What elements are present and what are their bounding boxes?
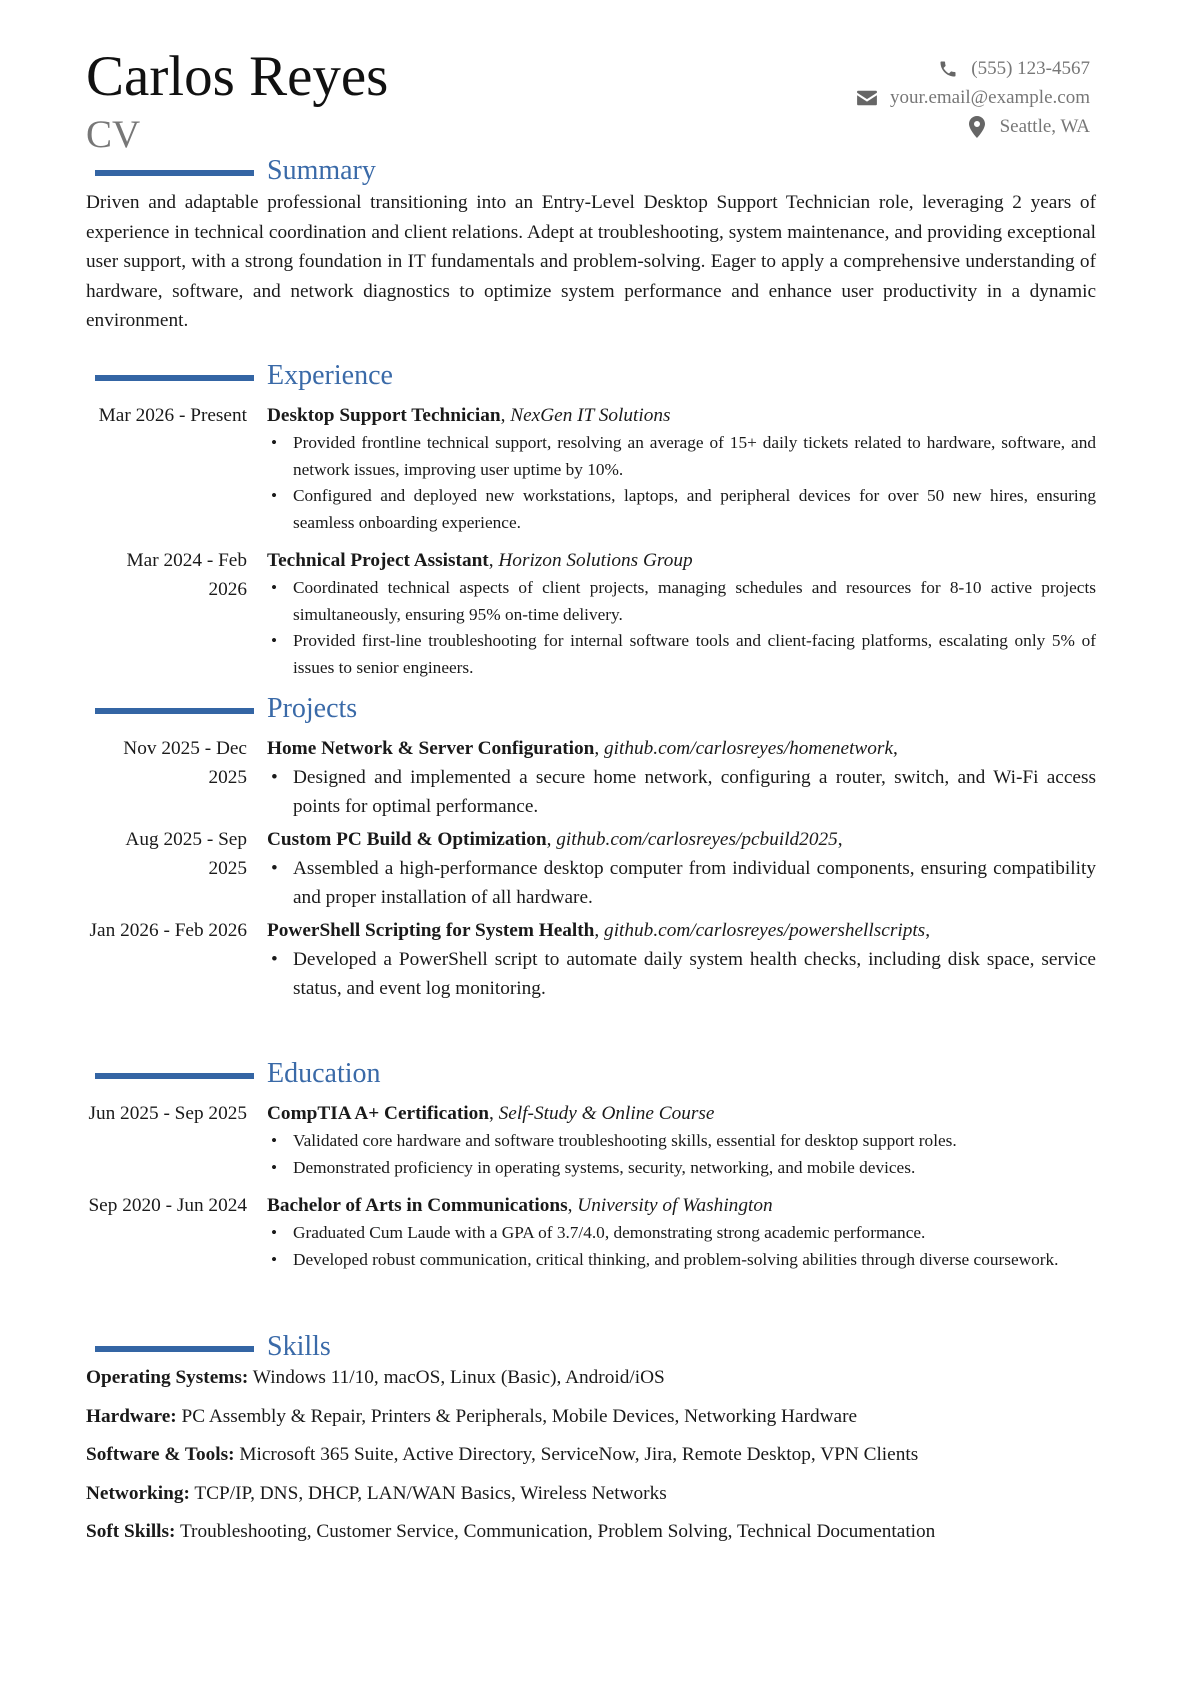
experience-entry xyxy=(86,546,1096,681)
entry-date: Mar 2026 - Present xyxy=(98,405,247,426)
skill-value: PC Assembly & Repair, Printers & Peripherals, Mobile Devices, Networking Hardware xyxy=(181,1405,858,1427)
contact-phone xyxy=(856,54,1090,83)
entry-date: Jan 2026 - Feb 2026 xyxy=(89,920,247,941)
section-title: Experience xyxy=(267,360,393,391)
list-item: • Designed and implemented a secure home network, configuring a router, switch, and Wi-Fi access points for optimal performance. xyxy=(267,763,1096,821)
list-item: • Developed a PowerShell script to automate daily system health checks, including disk space, service status, and event log monitoring. xyxy=(267,945,1096,1003)
section-header xyxy=(86,154,1096,188)
education-section xyxy=(86,1057,1096,1273)
skills-section xyxy=(86,1330,1096,1557)
company-name: NexGen IT Solutions xyxy=(510,405,671,426)
skill-label: Hardware: xyxy=(86,1405,177,1427)
entry-date: Nov 2025 - Dec 2025 xyxy=(123,738,247,788)
skill-label: Soft Skills: xyxy=(86,1521,176,1542)
company-name: Horizon Solutions Group xyxy=(498,550,693,571)
entry-title: Desktop Support Technician, NexGen IT Solutions xyxy=(267,405,671,426)
contact-email[interactable] xyxy=(856,83,1090,112)
entry-date: Jun 2025 - Sep 2025 xyxy=(88,1103,247,1124)
project-link[interactable]: github.com/carlosreyes/pcbuild2025 xyxy=(556,829,838,850)
list-item: • Provided frontline technical support, resolving an average of 15+ daily tickets related to hardware, software, and network issues, improving user uptime by 10%. xyxy=(267,430,1096,483)
skill-label: Software & Tools: xyxy=(86,1444,235,1465)
list-item: • Assembled a high-performance desktop computer from individual components, ensuring compatibility and proper installation of all hardware. xyxy=(267,854,1096,912)
project-name: Home Network & Server Configuration xyxy=(267,738,595,759)
bullet-list xyxy=(267,854,1096,912)
list-item: • Coordinated technical aspects of client projects, managing schedules and resources for 8-10 active projects simultaneously, ensuring 95% on-time delivery. xyxy=(267,575,1096,628)
list-item: • Configured and deployed new workstations, laptops, and peripheral devices for over 50 new hires, ensuring seamless onboarding experience. xyxy=(267,483,1096,536)
bullet-list xyxy=(267,575,1096,681)
experience-section xyxy=(86,359,1096,681)
project-entry xyxy=(86,916,1096,1003)
section-title: Skills xyxy=(267,1331,331,1362)
summary-text: Driven and adaptable professional transitioning into an Entry-Level Desktop Support Technician role, leveraging 2 years of experience in technical coordination and client relations. Adept at troubleshooting, system maintenance, and providing exceptional user support, with a strong foundation in IT fundamentals and problem-solving. Eager to apply a comprehensive understanding of hardware, software, and network diagnostics to optimize system performance and enhance user productivity in a dynamic environment. xyxy=(86,192,1096,331)
contact-block xyxy=(856,54,1090,141)
list-item: • Developed robust communication, critical thinking, and problem-solving abilities through diverse coursework. xyxy=(267,1247,1096,1274)
skill-value: TCP/IP, DNS, DHCP, LAN/WAN Basics, Wireless Networks xyxy=(194,1482,667,1504)
entry-title: Custom PC Build & Optimization, github.com/carlosreyes/pcbuild2025, xyxy=(267,829,843,850)
section-title: Summary xyxy=(267,155,376,186)
section-header xyxy=(86,359,1096,393)
project-entry xyxy=(86,825,1096,912)
entry-title: CompTIA A+ Certification, Self-Study & Online Course xyxy=(267,1103,715,1124)
project-name: PowerShell Scripting for System Health xyxy=(267,920,595,941)
job-title: Desktop Support Technician xyxy=(267,405,501,426)
list-item: • Demonstrated proficiency in operating systems, security, networking, and mobile devices. xyxy=(267,1155,1096,1182)
project-link[interactable]: github.com/carlosreyes/powershellscripts xyxy=(604,920,926,941)
project-entry xyxy=(86,734,1096,821)
contact-location xyxy=(856,112,1090,141)
school-name: Self-Study & Online Course xyxy=(498,1103,715,1124)
section-title: Projects xyxy=(267,693,358,724)
project-link[interactable]: github.com/carlosreyes/homenetwork xyxy=(604,738,893,759)
list-item: • Validated core hardware and software troubleshooting skills, essential for desktop support roles. xyxy=(267,1128,1096,1155)
entry-title: PowerShell Scripting for System Health, github.com/carlosreyes/powershellscripts, xyxy=(267,920,931,941)
section-header xyxy=(86,692,1096,726)
projects-section xyxy=(86,692,1096,1003)
skill-row xyxy=(86,1364,1096,1393)
map-pin-icon xyxy=(966,116,988,138)
skill-value: Windows 11/10, macOS, Linux (Basic), Android/iOS xyxy=(252,1367,665,1388)
skill-label: Operating Systems: xyxy=(86,1367,249,1388)
education-entry xyxy=(86,1099,1096,1181)
school-name: University of Washington xyxy=(577,1195,773,1216)
email-text[interactable]: your.email@example.com xyxy=(889,87,1090,108)
education-entry xyxy=(86,1191,1096,1273)
phone-text: (555) 123-4567 xyxy=(971,58,1090,79)
phone-icon xyxy=(937,58,959,80)
entry-date: Sep 2020 - Jun 2024 xyxy=(88,1195,247,1216)
bullet-list xyxy=(267,1128,1096,1181)
envelope-icon xyxy=(856,87,878,109)
section-accent-bar xyxy=(95,170,254,176)
section-title: Education xyxy=(267,1058,381,1089)
entry-date: Mar 2024 - Feb 2026 xyxy=(126,550,247,600)
skill-value: Microsoft 365 Suite, Active Directory, ServiceNow, Jira, Remote Desktop, VPN Clients xyxy=(239,1444,919,1465)
skill-row xyxy=(86,1403,1096,1432)
skill-label: Networking: xyxy=(86,1482,190,1504)
job-title: Technical Project Assistant xyxy=(267,550,489,571)
entry-title: Technical Project Assistant, Horizon Solutions Group xyxy=(267,550,693,571)
bullet-list xyxy=(267,1220,1096,1273)
entry-title: Bachelor of Arts in Communications, University of Washington xyxy=(267,1195,773,1216)
skill-row xyxy=(86,1480,1096,1509)
location-text: Seattle, WA xyxy=(999,116,1090,137)
section-header xyxy=(86,1330,1096,1364)
list-item: • Provided first-line troubleshooting for internal software tools and client-facing platforms, escalating only 5% of issues to senior engineers. xyxy=(267,628,1096,681)
list-item: • Graduated Cum Laude with a GPA of 3.7/4.0, demonstrating strong academic performance. xyxy=(267,1220,1096,1247)
experience-entry xyxy=(86,401,1096,536)
section-accent-bar xyxy=(95,1346,254,1352)
skill-row xyxy=(86,1441,1096,1470)
section-accent-bar xyxy=(95,1073,254,1079)
project-name: Custom PC Build & Optimization xyxy=(267,829,547,850)
document-subtitle: CV xyxy=(86,113,141,156)
skill-value: Troubleshooting, Customer Service, Communication, Problem Solving, Technical Documentation xyxy=(179,1521,936,1542)
degree-name: CompTIA A+ Certification xyxy=(267,1103,489,1124)
candidate-name: Carlos Reyes xyxy=(86,45,389,108)
section-accent-bar xyxy=(95,708,254,714)
skill-row xyxy=(86,1518,1096,1547)
entry-date: Aug 2025 - Sep 2025 xyxy=(125,829,247,879)
bullet-list xyxy=(267,430,1096,536)
degree-name: Bachelor of Arts in Communications xyxy=(267,1195,568,1216)
entry-title: Home Network & Server Configuration, github.com/carlosreyes/homenetwork, xyxy=(267,738,898,759)
section-header xyxy=(86,1057,1096,1091)
bullet-list xyxy=(267,763,1096,821)
section-accent-bar xyxy=(95,375,254,381)
bullet-list xyxy=(267,945,1096,1003)
summary-section xyxy=(86,154,1096,336)
